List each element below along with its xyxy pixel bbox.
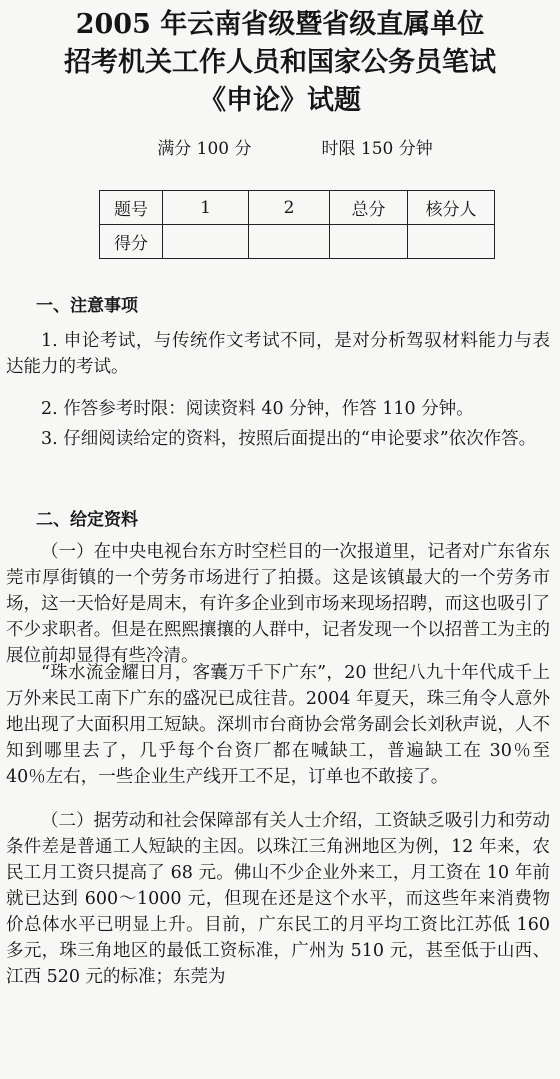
header-question-2: 2 bbox=[249, 191, 330, 225]
score-table bbox=[99, 190, 495, 259]
row-label-score: 得分 bbox=[100, 225, 163, 259]
header-question-1: 1 bbox=[163, 191, 249, 225]
score-cell bbox=[163, 225, 249, 259]
time-limit: 时限 150 分钟 bbox=[321, 139, 433, 159]
full-score: 满分 100 分 bbox=[157, 139, 252, 159]
header-question-number: 题号 bbox=[100, 191, 163, 225]
header-total: 总分 bbox=[330, 191, 408, 225]
exam-title bbox=[0, 0, 560, 120]
score-table-score-row bbox=[100, 225, 495, 259]
material-paragraph-3: （二）据劳动和社会保障部有关人士介绍，工资缺乏吸引力和劳动条件差是普通工人短缺的主因。以珠江三角洲地区为例，12 年来，农民工月工资只提高了 68 元。佛山不少企业外来工，月工资在 10 年前就已达到 600～1000 元，但现在还是这个水平，而这些年来消费物价总体水平已明显上升。目前，广东民工的月平均工资比江苏低 160 多元，珠三角地区的最低工资标准，广州为 510 元，甚至低于山西、江西 520 元的标准；东莞为 bbox=[6, 811, 550, 987]
section-1-heading: 一、注意事项 bbox=[36, 296, 138, 316]
exam-meta bbox=[30, 134, 560, 159]
notice-item-2: 2. 作答参考时限：阅读资料 40 分钟，作答 110 分钟。 bbox=[41, 399, 474, 419]
score-cell bbox=[330, 225, 408, 259]
score-cell bbox=[249, 225, 330, 259]
score-table-header-row bbox=[100, 191, 495, 225]
notice-item-1: 1. 申论考试，与传统作文考试不同，是对分析驾驭材料能力与表达能力的考试。 bbox=[6, 331, 550, 377]
section-2-heading: 二、给定资料 bbox=[36, 510, 138, 530]
title-line-3: 《申论》试题 bbox=[199, 85, 361, 116]
material-paragraph-1: （一）在中央电视台东方时空栏目的一次报道里，记者对广东省东莞市厚街镇的一个劳务市场进行了拍摄。这是该镇最大的一个劳务市场，这一天恰好是周末，有许多企业到市场来现场招聘，而这也吸引了不少求职者。但是在熙熙攘攘的人群中，记者发现一个以招普工为主的展位前却显得有些冷清。 bbox=[6, 542, 550, 666]
notice-item-3: 3. 仔细阅读给定的资料，按照后面提出的“申论要求”依次作答。 bbox=[41, 429, 537, 449]
score-cell bbox=[408, 225, 495, 259]
title-line-2: 招考机关工作人员和国家公务员笔试 bbox=[64, 47, 496, 78]
header-checker: 核分人 bbox=[408, 191, 495, 225]
title-line-1: 2005 年云南省级暨省级直属单位 bbox=[75, 9, 485, 40]
material-paragraph-2: “珠水流金耀日月，客囊万千下广东”，20 世纪八九十年代成千上万外来民工南下广东的盛况已成往昔。2004 年夏天，珠三角令人意外地出现了大面积用工短缺。深圳市台商协会常务副会长刘秋声说，人不知到哪里去了，几乎每个台资厂都在喊缺工，普遍缺工在 30％至 40％左右，一些企业生产线开工不足，订单也不敢接了。 bbox=[6, 663, 550, 787]
